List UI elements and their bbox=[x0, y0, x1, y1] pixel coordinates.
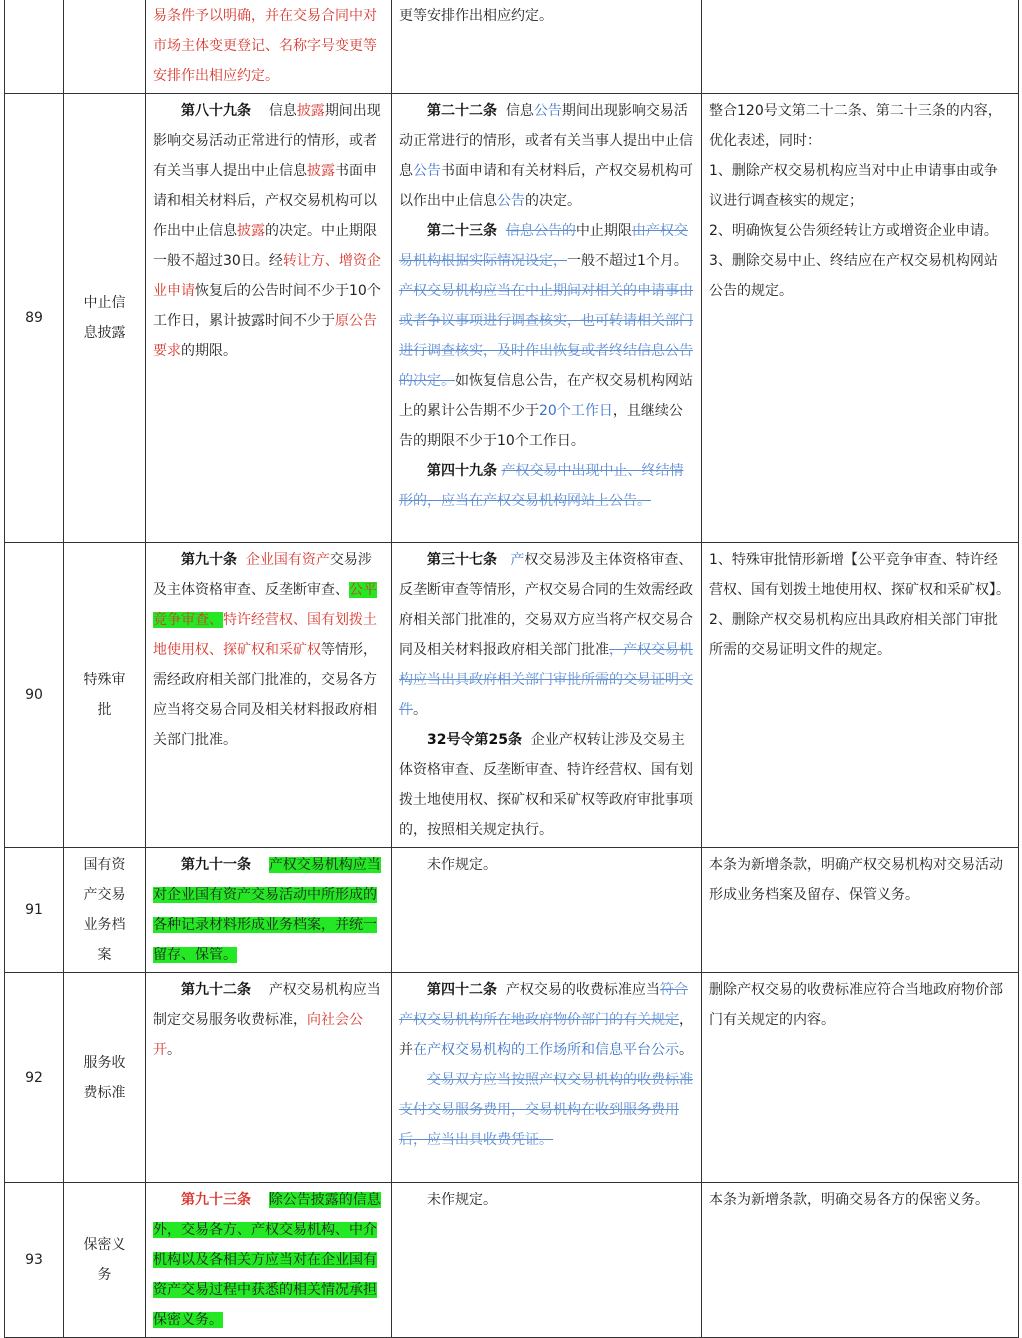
note-line: 3、删除交易中止、终结应在产权交易机构网站公告的规定。 bbox=[709, 253, 998, 299]
new-rule-cell bbox=[146, 94, 392, 543]
old-rule-text: 未作规定。 bbox=[427, 1192, 497, 1208]
deleted-text: ，产权交易机构应当出具政府相关部门审批所需的交易证明文件 bbox=[399, 642, 693, 718]
row-number-cell: 93 bbox=[5, 1183, 64, 1338]
article-label: 第九十条 bbox=[181, 552, 237, 568]
row-topic-cell: 中止信息披露 bbox=[64, 94, 146, 543]
text-span: 中止期限 bbox=[575, 223, 632, 239]
row-topic-cell: 特殊审批 bbox=[64, 543, 146, 848]
text-span: 的期限。 bbox=[181, 343, 237, 359]
new-rule-cell bbox=[146, 1183, 392, 1338]
changed-text: 披露 bbox=[237, 223, 265, 239]
article-label: 第二十二条 bbox=[427, 103, 497, 119]
old-rule-cell bbox=[392, 543, 702, 848]
text-span: 期间出现影响交易活动正常进行的情形，或者有关当事人提出中止信息 bbox=[153, 103, 381, 179]
text-span: 。 bbox=[679, 1042, 693, 1058]
text-span: 信息 bbox=[268, 103, 297, 119]
note-cell bbox=[702, 973, 1019, 1183]
changed-text: 在产权交易机构的工作场所和信息平台公示 bbox=[413, 1042, 679, 1058]
table-row bbox=[5, 0, 1019, 94]
article-label: 第八十九条 bbox=[181, 103, 251, 119]
text-span: 交易涉及主体资格审查、反垄断审查、 bbox=[153, 552, 372, 598]
text-span: 如恢复信息公告，在产权交易机构网站上的累计公告期不少于 bbox=[399, 373, 693, 419]
note-line: 2、删除产权交易机构应出具政府相关部门审批所需的交易证明文件的规定。 bbox=[709, 612, 998, 658]
article-label: 第九十一条 bbox=[181, 857, 251, 873]
deleted-text: 由产权交易机构根据实际情况设定， bbox=[399, 223, 688, 269]
changed-text: 转让方、增资企业申请 bbox=[153, 253, 381, 299]
old-rule-cell bbox=[392, 848, 702, 973]
text-span: ，且继续公告的期限不少于10个工作日。 bbox=[399, 403, 683, 449]
text-span: 产权交易机构应当制定交易服务收费标准， bbox=[153, 982, 381, 1028]
changed-text: 披露 bbox=[296, 103, 325, 119]
deleted-text: 产权交易中出现中止、终结情形的，应当在产权交易机构网站上公告。 bbox=[399, 463, 684, 509]
text-span: 的决定。 bbox=[525, 193, 581, 209]
row-topic-cell: 保密义务 bbox=[64, 1183, 146, 1338]
table-row bbox=[5, 848, 1019, 973]
text-span: ，并 bbox=[399, 1012, 693, 1058]
text-span: 等情形，需经政府相关部门批准的，交易各方应当将交易合同及相关材料报政府相关部门批准。 bbox=[153, 642, 377, 748]
article-label: 第四十二条 bbox=[427, 982, 497, 998]
added-text: 除公告披露的信息外，交易各方、产权交易机构、中介机构以及各相关方应当对在企业国有资产交易过程中获悉的相关情况承担保密义务。 bbox=[153, 1192, 381, 1328]
changed-text: 公告 bbox=[413, 163, 441, 179]
text-span: 权交易涉及主体资格审查、反垄断审查等情形，产权交易合同的生效需经政府相关部门批准的，交易双方应当将产权交易合同及相关材料报政府相关部门批准 bbox=[399, 552, 693, 658]
changed-text: 企业国有资产 bbox=[245, 552, 330, 568]
old-rule-text: 未作规定。 bbox=[427, 857, 497, 873]
note-line: 整合120号文第二十二条、第二十三条的内容，优化表述，同时： bbox=[709, 103, 1002, 149]
article-label: 第三十七条 bbox=[427, 552, 497, 568]
deleted-text: 交易双方应当按照产权交易机构的收费标准支付交易服务费用，交易机构在收到服务费用后，应当出具收费凭证。 bbox=[399, 1072, 693, 1148]
note-cell bbox=[702, 1183, 1019, 1338]
row-topic-cell: 国有资产交易业务档案 bbox=[64, 848, 146, 973]
table-row bbox=[5, 543, 1019, 848]
deleted-text: 信息公告的 bbox=[505, 223, 576, 239]
changed-text: 原公告要求 bbox=[153, 313, 377, 359]
note-line: 1、特殊审批情形新增【公平竞争审查、特许经营权、国有划拨土地使用权、探矿权和采矿权】。 bbox=[709, 552, 1010, 598]
note-cell bbox=[702, 848, 1019, 973]
old-rule-cell bbox=[392, 94, 702, 543]
text-span: 期间出现影响交易活动正常进行的情形，或者有关当事人提出中止信息 bbox=[399, 103, 693, 179]
new-rule-cell bbox=[146, 973, 392, 1183]
changed-text: 公告 bbox=[497, 193, 525, 209]
note-line: 2、明确恢复公告须经转让方或增资企业申请。 bbox=[709, 223, 998, 239]
note-line: 1、删除产权交易机构应当对中止申请事由或争议进行调查核实的规定； bbox=[709, 163, 998, 209]
text-span: 一般不超过1个月。 bbox=[567, 253, 688, 269]
note-cell bbox=[702, 94, 1019, 543]
changed-text: 向社会公开 bbox=[153, 1012, 363, 1058]
deleted-text: 符合产权交易机构所在地政府物价部门的有关规定 bbox=[399, 982, 688, 1028]
article-label: 32号令第25条 bbox=[427, 732, 522, 748]
note-cell bbox=[702, 543, 1019, 848]
article-label: 第九十二条 bbox=[181, 982, 251, 998]
article-label: 第四十九条 bbox=[427, 463, 497, 479]
article-label: 第二十三条 bbox=[427, 223, 497, 239]
row-number-cell: 90 bbox=[5, 543, 64, 848]
new-rule-cell bbox=[146, 543, 392, 848]
note-line: 删除产权交易的收费标准应符合当地政府物价部门有关规定的内容。 bbox=[709, 982, 1003, 1028]
text-span: 。 bbox=[167, 1042, 181, 1058]
text-span: 的决定。中止期限一般不超过30日。经 bbox=[153, 223, 377, 269]
text-span: 企业产权转让涉及交易主体资格审查、反垄断审查、特许经营权、国有划拨土地使用权、探矿权和采矿权等政府审批事项的，按照相关规定执行。 bbox=[399, 732, 693, 838]
row-topic-cell bbox=[64, 0, 146, 94]
table-row bbox=[5, 973, 1019, 1183]
text-span: 信息 bbox=[505, 103, 534, 119]
note-line: 本条为新增条款，明确产权交易机构对交易活动形成业务档案及留存、保管义务。 bbox=[709, 857, 1003, 903]
changed-text: 20个工作日 bbox=[539, 403, 613, 419]
text-span: 书面申请和有关材料后，产权交易机构可以作出中止信息 bbox=[399, 163, 693, 209]
changed-text: 公告 bbox=[533, 103, 562, 119]
changed-text: 特许经营权、国有划拨土地使用权、探矿权和采矿权 bbox=[153, 612, 377, 658]
row-number-cell: 92 bbox=[5, 973, 64, 1183]
old-rule-text: 更等安排作出相应约定。 bbox=[399, 8, 553, 24]
added-text: 产权交易机构应当对企业国有资产交易活动中所形成的各种记录材料形成业务档案，并统一留存、保管。 bbox=[153, 857, 381, 963]
text-span: 产权交易的收费标准应当 bbox=[505, 982, 660, 998]
note-line: 本条为新增条款，明确交易各方的保密义务。 bbox=[709, 1192, 989, 1208]
new-rule-cell bbox=[146, 0, 392, 94]
row-topic-cell: 服务收费标准 bbox=[64, 973, 146, 1183]
text-span: 书面申请和相关材料后，产权交易机构可以作出中止信息 bbox=[153, 163, 377, 239]
row-number-cell: 89 bbox=[5, 94, 64, 543]
old-rule-cell bbox=[392, 1183, 702, 1338]
old-rule-cell bbox=[392, 0, 702, 94]
new-rule-text: 易条件予以明确，并在交易合同中对市场主体变更登记、名称字号变更等安排作出相应约定。 bbox=[153, 8, 377, 84]
note-cell bbox=[702, 0, 1019, 94]
new-rule-cell bbox=[146, 848, 392, 973]
row-number-cell bbox=[5, 0, 64, 94]
comparison-table bbox=[4, 0, 1019, 1338]
article-label: 第九十三条 bbox=[181, 1192, 251, 1208]
text-span: 恢复后的公告时间不少于10个工作日，累计披露时间不少于 bbox=[153, 283, 381, 329]
table-row bbox=[5, 94, 1019, 543]
old-rule-cell bbox=[392, 973, 702, 1183]
deleted-text: 产权交易机构应当在中止期间对相关的申请事由或者争议事项进行调查核实，也可转请相关部门进行调查核实，及时作出恢复或者终结信息公告的决定。 bbox=[399, 283, 693, 389]
added-text: 公平竞争审查、 bbox=[153, 582, 377, 628]
row-number-cell: 91 bbox=[5, 848, 64, 973]
text-span: 。 bbox=[413, 702, 427, 718]
changed-text: 产 bbox=[510, 552, 525, 568]
changed-text: 披露 bbox=[307, 163, 335, 179]
table-row bbox=[5, 1183, 1019, 1338]
